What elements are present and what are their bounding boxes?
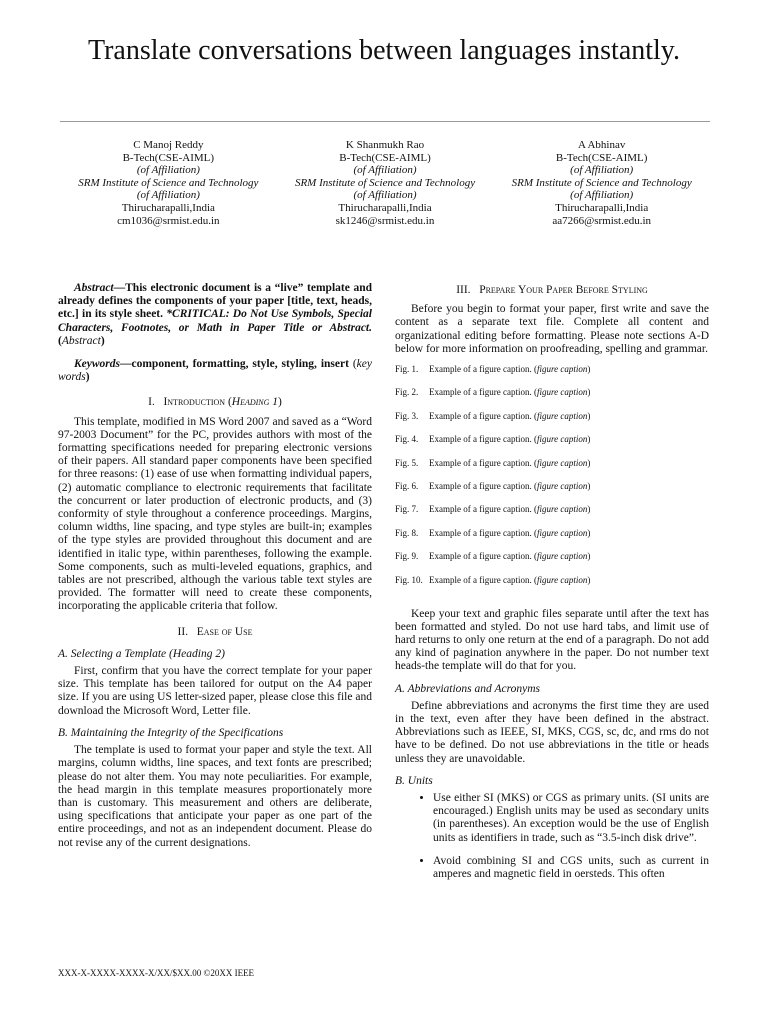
section-style-tag: Heading 1 <box>231 396 279 409</box>
abstract-label: Abstract <box>74 282 114 294</box>
abstract-text: This electronic document is a “live” template and already defines the components of your paper [title, text, heads, etc.] in its style sheet. <box>58 282 372 321</box>
author-email: aa7266@srmist.edu.in <box>552 214 652 227</box>
figure-caption: Fig. 4. Example of a figure caption. (figure caption) <box>395 434 591 445</box>
figure-style-tag: figure caption <box>536 504 588 515</box>
figure-caption-text: Example of a figure caption. <box>429 504 532 515</box>
author-organization: SRM Institute of Science and Technology <box>78 176 259 189</box>
author-affiliation: (of Affiliation) <box>353 189 417 202</box>
figure-caption: Fig. 3. Example of a figure caption. (figure caption) <box>395 410 591 421</box>
paper-title: Translate conversations between languages instantly. <box>87 35 680 66</box>
figure-style-tag: figure caption <box>536 527 588 538</box>
keywords-tag-open: ( <box>348 358 357 371</box>
section-number: II. <box>177 625 189 638</box>
figure-caption: Fig. 10. Example of a figure caption. (figure caption) <box>395 574 591 585</box>
figure-caption-text: Example of a figure caption. <box>429 364 532 375</box>
figure-caption: Fig. 8. Example of a figure caption. (figure caption) <box>395 527 591 538</box>
figure-number: Fig. 9. <box>395 551 419 562</box>
subsection-heading-abbreviations: A. Abbreviations and Acronyms <box>395 682 541 695</box>
figure-caption-text: Example of a figure caption. <box>429 480 532 491</box>
section-title: Introduction <box>163 396 226 409</box>
section-number: I. <box>148 396 155 409</box>
abstract-style-tag: Abstract <box>61 334 101 347</box>
keywords-paragraph <box>58 358 372 384</box>
figure-number: Fig. 7. <box>395 504 419 515</box>
author-name: K Shanmukh Rao <box>345 139 425 151</box>
author-city: Thirucharapalli,India <box>555 201 649 214</box>
section-heading-introduction <box>58 396 372 409</box>
keep-separate-body: Keep your text and graphic files separate until after the text has been formatted and styled. Do not use hard tabs, and limit use of hard returns to only one return at the end of a paragraph. Do not add any kind of pagination anywhere in the paper. Do not number text heads-the template will do that for you. <box>395 607 709 673</box>
abstract-tag-close: ) <box>100 334 105 347</box>
author-city: Thirucharapalli,India <box>338 201 432 214</box>
keywords-tag-close: ) <box>85 371 90 384</box>
figure-style-tag: figure caption <box>536 410 588 421</box>
figure-number: Fig. 3. <box>395 410 419 421</box>
keywords-dash: — <box>120 358 132 371</box>
abbreviations-body: Define abbreviations and acronyms the first time they are used in the text, even after they have been defined in the abstract. Abbreviations such as IEEE, SI, MKS, CGS, sc, dc, and rms do not have to be defined. Do not use abbreviations in the title or heads unless they are unavoidable. <box>395 699 709 765</box>
section-heading-prepare <box>395 284 709 297</box>
title-divider <box>60 121 710 122</box>
figure-caption-text: Example of a figure caption. <box>429 457 532 468</box>
section-title: Prepare Your Paper Before Styling <box>479 284 648 296</box>
subsection-heading-integrity: B. Maintaining the Integrity of the Specifications <box>58 726 284 739</box>
abstract-critical: *CRITICAL: Do Not Use Symbols, Special Characters, Footnotes, or Math in Paper Title or Abstract. <box>58 308 373 334</box>
author-affiliation: (of Affiliation) <box>136 164 200 177</box>
figure-number: Fig. 6. <box>395 480 419 491</box>
author-3 <box>493 139 710 227</box>
figure-number: Fig. 8. <box>395 527 419 538</box>
list-item: • Use either SI (MKS) or CGS as primary units. (SI units are encouraged.) English units may be used as secondary units (in parentheses). An exception would be the use of English units as identifiers in trade, such as “3.5-inch disk drive”. <box>433 792 709 845</box>
figure-caption-text: Example of a figure caption. <box>429 410 532 421</box>
abstract-dash: — <box>113 282 126 294</box>
left-column <box>58 282 372 850</box>
figure-number: Fig. 4. <box>395 434 419 445</box>
author-2 <box>277 139 494 227</box>
author-organization: SRM Institute of Science and Technology <box>511 176 692 189</box>
author-name: A Abhinav <box>577 139 626 151</box>
figure-style-tag: figure caption <box>536 387 588 398</box>
author-dept: B-Tech(CSE-AIML) <box>339 151 431 164</box>
author-block <box>60 139 710 227</box>
figure-caption-text: Example of a figure caption. <box>429 551 532 562</box>
figure-style-tag: figure caption <box>536 574 588 585</box>
figure-style-tag: figure caption <box>536 457 588 468</box>
figure-number: Fig. 1. <box>395 364 419 375</box>
author-email: sk1246@srmist.edu.in <box>335 214 435 227</box>
author-name: C Manoj Reddy <box>133 139 204 151</box>
keywords-text: component, formatting, style, styling, insert <box>131 358 349 371</box>
figure-caption-text: Example of a figure caption. <box>429 574 532 585</box>
figure-caption: Fig. 6. Example of a figure caption. (figure caption) <box>395 480 591 491</box>
section-number: III. <box>456 284 471 296</box>
section-title: Ease of Use <box>196 625 253 638</box>
figure-caption: Fig. 1. Example of a figure caption. (figure caption) <box>395 364 591 375</box>
figure-caption: Fig. 7. Example of a figure caption. (figure caption) <box>395 504 591 515</box>
figure-caption-text: Example of a figure caption. <box>429 434 532 445</box>
author-affiliation: (of Affiliation) <box>570 189 634 202</box>
keywords-style-tag: key words <box>58 358 372 384</box>
copyright-footer: XXX-X-XXXX-XXXX-X/XX/$XX.00 ©20XX IEEE <box>58 968 255 978</box>
author-email: cm1036@srmist.edu.in <box>117 214 220 227</box>
keywords-label: Keywords <box>74 358 120 371</box>
figure-caption: Fig. 9. Example of a figure caption. (figure caption) <box>395 551 591 562</box>
prepare-body: Before you begin to format your paper, first write and save the content as a separate text file. Complete all content and organizational editing before formatting. Please note sections A-D below for more information on proofreading, spelling and grammar. <box>395 303 709 355</box>
figure-style-tag: figure caption <box>536 364 588 375</box>
author-city: Thirucharapalli,India <box>121 201 215 214</box>
figure-style-tag: figure caption <box>536 551 588 562</box>
units-bullet-list <box>395 792 709 881</box>
figure-number: Fig. 10. <box>395 574 423 585</box>
figure-number: Fig. 5. <box>395 457 419 468</box>
figure-caption-list <box>395 364 709 586</box>
abstract-paragraph <box>58 282 372 348</box>
figure-caption: Fig. 2. Example of a figure caption. (figure caption) <box>395 387 591 398</box>
section-paren-open: ( <box>225 396 232 409</box>
author-affiliation: (of Affiliation) <box>136 189 200 202</box>
figure-caption-text: Example of a figure caption. <box>429 527 532 538</box>
figure-caption: Fig. 5. Example of a figure caption. (figure caption) <box>395 457 591 468</box>
author-dept: B-Tech(CSE-AIML) <box>555 151 648 164</box>
author-affiliation: (of Affiliation) <box>570 164 634 177</box>
abstract-tag-open: ( <box>58 334 62 347</box>
list-item: • Avoid combining SI and CGS units, such as current in amperes and magnetic field in oersteds. This often <box>433 855 709 881</box>
section-heading-ease-of-use <box>58 626 372 639</box>
author-affiliation: (of Affiliation) <box>353 164 417 177</box>
subsection-heading-template: A. Selecting a Template (Heading 2) <box>58 647 225 660</box>
author-organization: SRM Institute of Science and Technology <box>294 176 476 189</box>
template-body: First, confirm that you have the correct template for your paper size. This template has been tailored for output on the A4 paper size. If you are using US letter-sized paper, please close this file and download the Microsoft Word, Letter file. <box>58 665 372 717</box>
author-1 <box>60 139 277 227</box>
figure-style-tag: figure caption <box>536 434 588 445</box>
figure-style-tag: figure caption <box>536 480 588 491</box>
figure-number: Fig. 2. <box>395 387 419 398</box>
introduction-body: This template, modified in MS Word 2007 and saved as a “Word 97-2003 Document” for the PC, provides authors with most of the formatting specifications needed for preparing electronic versions of their papers. All standard paper components have been specified for three reasons: (1) ease of use when formatting individual papers, (2) automatic compliance to electronic requirements that facilitate the concurrent or later production of electronic products, and (3) conformity of style throughout a conference proceedings. Margins, column widths, line spacing, and type styles are built-in; examples of the type styles are provided throughout this document and are identified in italic type, within parentheses, following the example. Some components, such as multi-leveled equations, graphics, and tables are not prescribed, although the various table text styles are provided. The formatter will need to create these components, incorporating the applicable criteria that follow. <box>58 415 372 613</box>
section-paren-close: ) <box>278 396 282 409</box>
author-dept: B-Tech(CSE-AIML) <box>122 151 215 164</box>
figure-caption-text: Example of a figure caption. <box>429 387 532 398</box>
subsection-heading-units: B. Units <box>395 774 433 787</box>
right-column <box>395 282 709 891</box>
integrity-body: The template is used to format your paper and style the text. All margins, column widths, line spaces, and text fonts are prescribed; please do not alter them. You may note peculiarities. For example, the head margin in this template measures proportionately more than is customary. This measurement and others are deliberate, using specifications that anticipate your paper as one part of the entire proceedings, and not as an independent document. Please do not revise any of the current designations. <box>58 744 372 849</box>
